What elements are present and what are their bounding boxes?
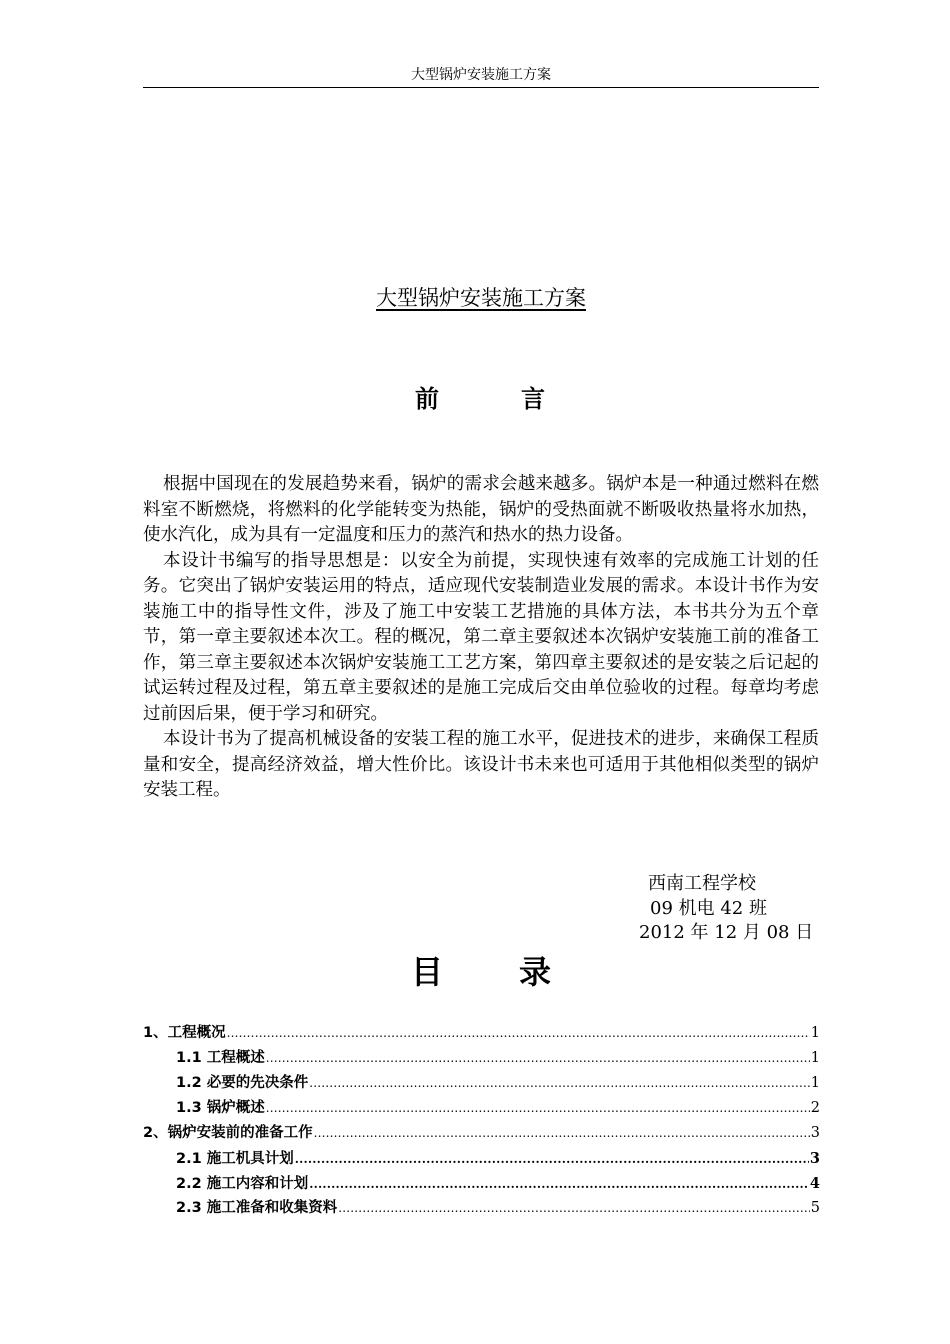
toc-entry-page: 1 (810, 1075, 820, 1091)
toc-leader-dots (227, 1021, 810, 1046)
preface-body (143, 472, 819, 804)
toc-entry[interactable] (143, 1096, 820, 1121)
toc-entry[interactable] (143, 1046, 820, 1071)
toc-entry[interactable] (143, 1071, 820, 1096)
preface-heading-char-1: 前 (415, 385, 441, 413)
toc-heading-char-2: 录 (519, 953, 552, 991)
toc-leader-dots (295, 1147, 809, 1172)
toc-entry-label: 1.3 锅炉概述 (176, 1100, 265, 1116)
toc-entry[interactable] (143, 1021, 820, 1046)
toc-entry-label: 2.2 施工内容和计划 (176, 1176, 309, 1192)
toc-entry-page: 1 (810, 1050, 820, 1066)
signature-school: 西南工程学校 (648, 873, 756, 894)
toc-entry-page: 5 (810, 1200, 820, 1216)
toc-entry-label: 2.3 施工准备和收集资料 (176, 1200, 338, 1216)
toc-entry-label: 1.1 工程概述 (176, 1050, 265, 1066)
toc-entry[interactable] (143, 1171, 820, 1196)
toc-entry[interactable] (143, 1146, 820, 1171)
toc-entry-page: 3 (809, 1150, 820, 1167)
toc-leader-dots (338, 1196, 810, 1221)
preface-paragraph: 本设计书为了提高机械设备的安装工程的施工水平，促进技术的进步，来确保工程质量和安全，提高经济效益，增大性价比。该设计书未来也可适用于其他相似类型的锅炉安装工程。 (143, 729, 819, 800)
signature-class: 09 机电 42 班 (650, 898, 767, 919)
preface-heading-char-2: 言 (521, 385, 547, 413)
page-header: 大型锅炉安装施工方案 (411, 67, 551, 83)
toc-leader-dots (266, 1046, 810, 1071)
toc-leader-dots (314, 1121, 810, 1146)
preface-paragraph: 本设计书编写的指导思想是：以安全为前提，实现快速有效率的完成施工计划的任务。它突出了锅炉安装运用的特点，适应现代安装制造业发展的需求。本设计书作为安装施工中的指导性文件，涉及了施工中安装工艺措施的具体方法，本书共分为五个章节，第一章主要叙述本次工。程的概况，第二章主要叙述本次锅炉安装施工前的准备工作，第三章主要叙述本次锅炉安装施工工艺方案，第四章主要叙述的是安装之后记起的试运转过程及过程，第五章主要叙述的是施工完成后交由单位验收的过程。每章均考虑过前因后果，便于学习和研究。 (143, 550, 819, 724)
toc-entry-label: 1.2 必要的先决条件 (176, 1075, 309, 1091)
toc-heading-char-1: 目 (410, 953, 443, 991)
document-title (0, 284, 950, 312)
signature-date: 2012 年 12 月 08 日 (639, 922, 814, 943)
toc-leader-dots (309, 1172, 809, 1197)
toc-entry-page: 3 (810, 1125, 820, 1141)
toc-leader-dots (309, 1071, 810, 1096)
toc-entry-label: 2.1 施工机具计划 (176, 1151, 294, 1167)
toc-entry-label: 1、工程概况 (143, 1025, 226, 1041)
header-divider (143, 87, 819, 88)
toc-entry-page: 4 (809, 1175, 820, 1192)
toc-entry-label: 2、锅炉安装前的准备工作 (143, 1125, 313, 1141)
toc-entry-page: 2 (810, 1100, 820, 1116)
toc-leader-dots (266, 1096, 810, 1121)
toc-entry-page: 1 (810, 1025, 820, 1041)
document-title-text: 大型锅炉安装施工方案 (376, 286, 586, 310)
toc-entry[interactable] (143, 1196, 820, 1221)
preface-heading (0, 384, 950, 414)
table-of-contents (143, 1021, 820, 1221)
toc-heading (0, 950, 950, 994)
toc-entry[interactable] (143, 1121, 820, 1146)
preface-paragraph: 根据中国现在的发展趋势来看，锅炉的需求会越来越多。锅炉本是一种通过燃料在燃料室不断燃烧，将燃料的化学能转变为热能，锅炉的受热面就不断吸收热量将水加热，使水汽化，成为具有一定温度和压力的蒸汽和热水的热力设备。 (143, 474, 819, 545)
